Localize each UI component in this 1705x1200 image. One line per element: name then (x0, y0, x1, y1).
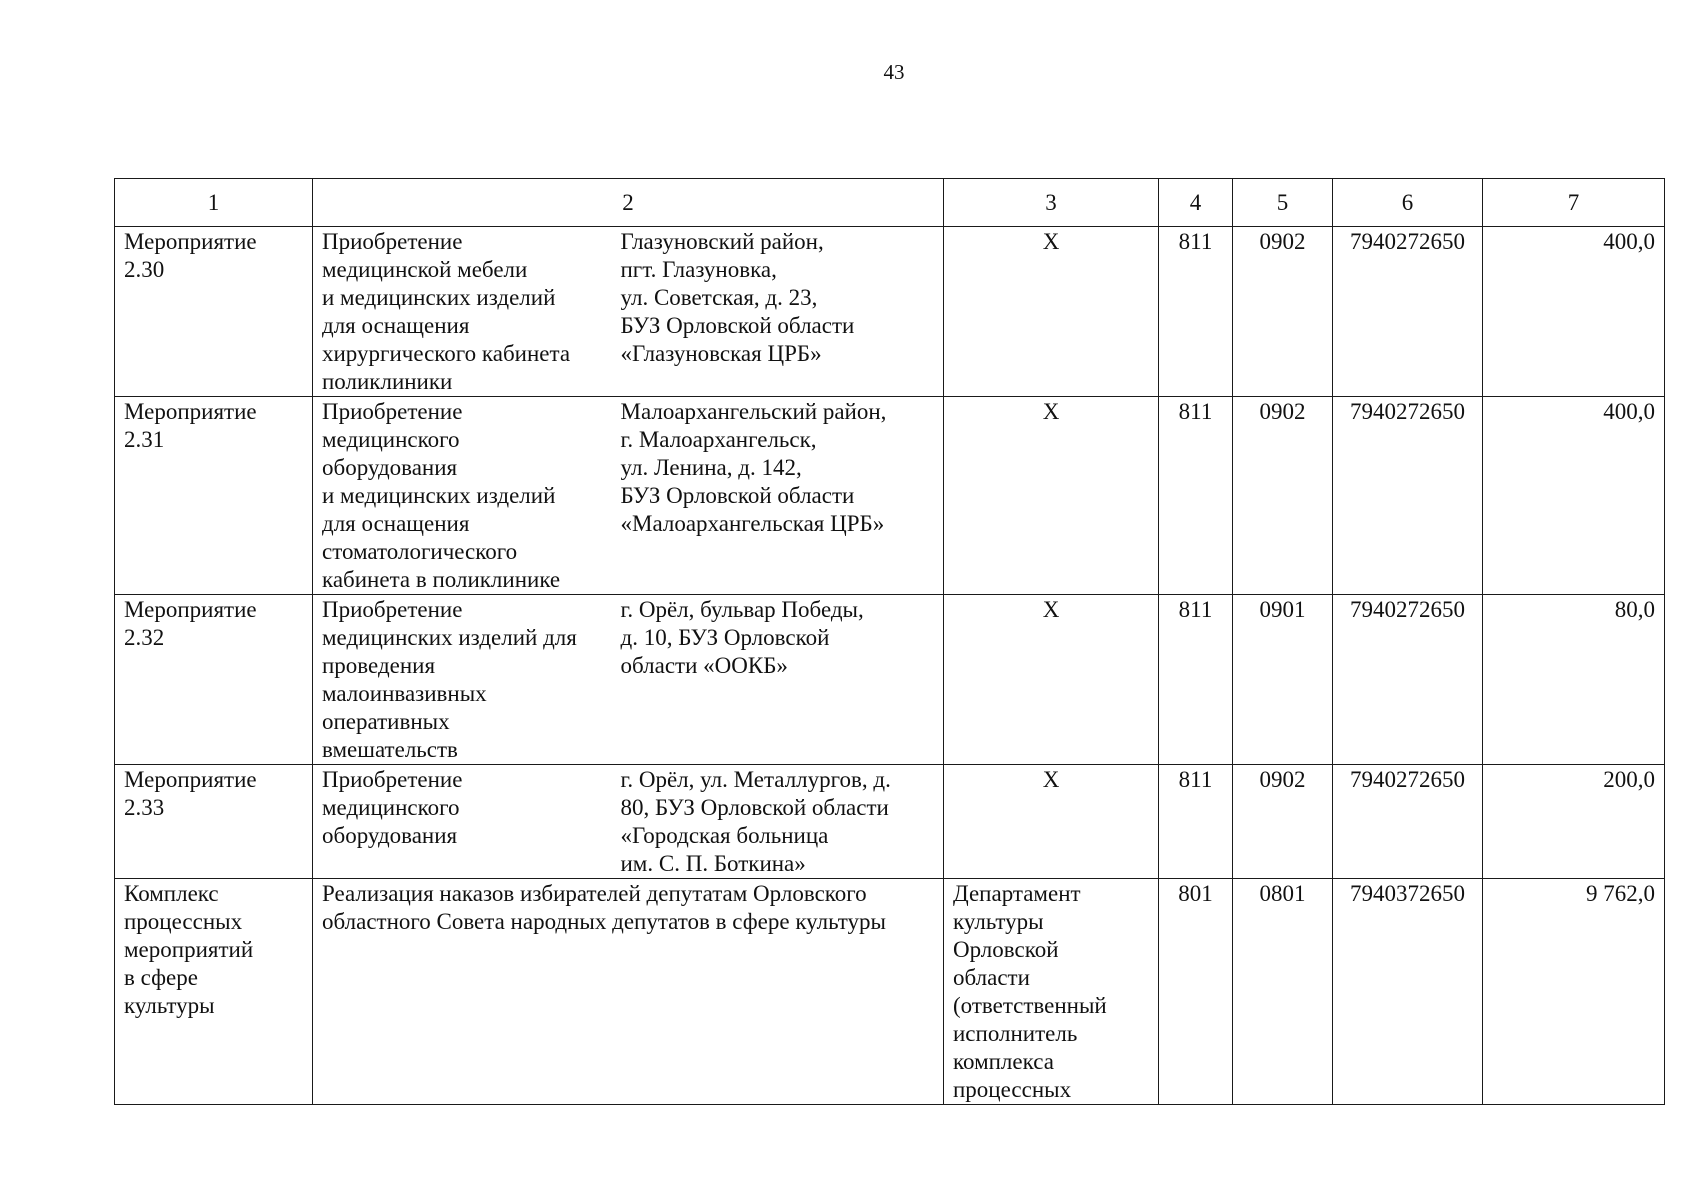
executor-cell: Х (944, 397, 1159, 595)
measure-name-cell: Мероприятие 2.32 (115, 595, 313, 765)
section-cell: 0901 (1233, 595, 1333, 765)
code-cell: 811 (1159, 227, 1233, 397)
measure-name-cell: Мероприятие 2.33 (115, 765, 313, 879)
target-article-cell: 7940372650 (1333, 879, 1483, 1105)
measure-name-cell: Мероприятие 2.31 (115, 397, 313, 595)
table-row (115, 227, 1665, 397)
measure-location-cell: г. Орёл, бульвар Победы, д. 10, БУЗ Орловской области «ООКБ» (612, 595, 944, 765)
amount-cell: 200,0 (1483, 765, 1665, 879)
complex-description-cell: Реализация наказов избирателей депутатам Орловского областного Совета народных депутатов в сфере культуры (313, 879, 944, 1105)
amount-cell: 80,0 (1483, 595, 1665, 765)
complex-name-cell: Комплекс процессных мероприятий в сфере культуры (115, 879, 313, 1105)
measure-description-cell: Приобретение медицинских изделий для проведения малоинвазивных оперативных вмешательств (313, 595, 612, 765)
measure-location-cell: Малоархангельский район, г. Малоархангельск, ул. Ленина, д. 142, БУЗ Орловской области «Малоархангельская ЦРБ» (612, 397, 944, 595)
executor-cell: Х (944, 765, 1159, 879)
amount-cell: 9 762,0 (1483, 879, 1665, 1105)
table-row (115, 595, 1665, 765)
target-article-cell: 7940272650 (1333, 595, 1483, 765)
header-cell: 5 (1233, 179, 1333, 227)
header-cell: 3 (944, 179, 1159, 227)
table-row (115, 397, 1665, 595)
responsible-executor-cell: Департамент культуры Орловской области (ответственный исполнитель комплекса процессных (944, 879, 1159, 1105)
page-number: 43 (883, 60, 905, 84)
measure-location-cell: г. Орёл, ул. Металлургов, д. 80, БУЗ Орловской области «Городская больница им. С. П. Боткина» (612, 765, 944, 879)
section-cell: 0902 (1233, 227, 1333, 397)
amount-cell: 400,0 (1483, 397, 1665, 595)
section-cell: 0801 (1233, 879, 1333, 1105)
code-cell: 811 (1159, 595, 1233, 765)
amount-cell: 400,0 (1483, 227, 1665, 397)
target-article-cell: 7940272650 (1333, 227, 1483, 397)
code-cell: 811 (1159, 397, 1233, 595)
section-cell: 0902 (1233, 765, 1333, 879)
measure-description-cell: Приобретение медицинского оборудования (313, 765, 612, 879)
measure-description-cell: Приобретение медицинской мебели и медицинских изделий для оснащения хирургического кабинета поликлиники (313, 227, 612, 397)
table-row-complex (115, 879, 1665, 1105)
executor-cell: Х (944, 227, 1159, 397)
header-cell: 4 (1159, 179, 1233, 227)
measure-description-cell: Приобретение медицинского оборудования и медицинских изделий для оснащения стоматологического кабинета в поликлинике (313, 397, 612, 595)
executor-cell: Х (944, 595, 1159, 765)
measure-location-cell: Глазуновский район, пгт. Глазуновка, ул. Советская, д. 23, БУЗ Орловской области «Глазуновская ЦРБ» (612, 227, 944, 397)
target-article-cell: 7940272650 (1333, 765, 1483, 879)
header-cell: 1 (115, 179, 313, 227)
header-cell: 7 (1483, 179, 1665, 227)
budget-table (114, 178, 1665, 1105)
header-cell: 2 (313, 179, 944, 227)
section-cell: 0902 (1233, 397, 1333, 595)
header-cell: 6 (1333, 179, 1483, 227)
table-row (115, 765, 1665, 879)
code-cell: 801 (1159, 879, 1233, 1105)
code-cell: 811 (1159, 765, 1233, 879)
table-header-row (115, 179, 1665, 227)
measure-name-cell: Мероприятие 2.30 (115, 227, 313, 397)
target-article-cell: 7940272650 (1333, 397, 1483, 595)
